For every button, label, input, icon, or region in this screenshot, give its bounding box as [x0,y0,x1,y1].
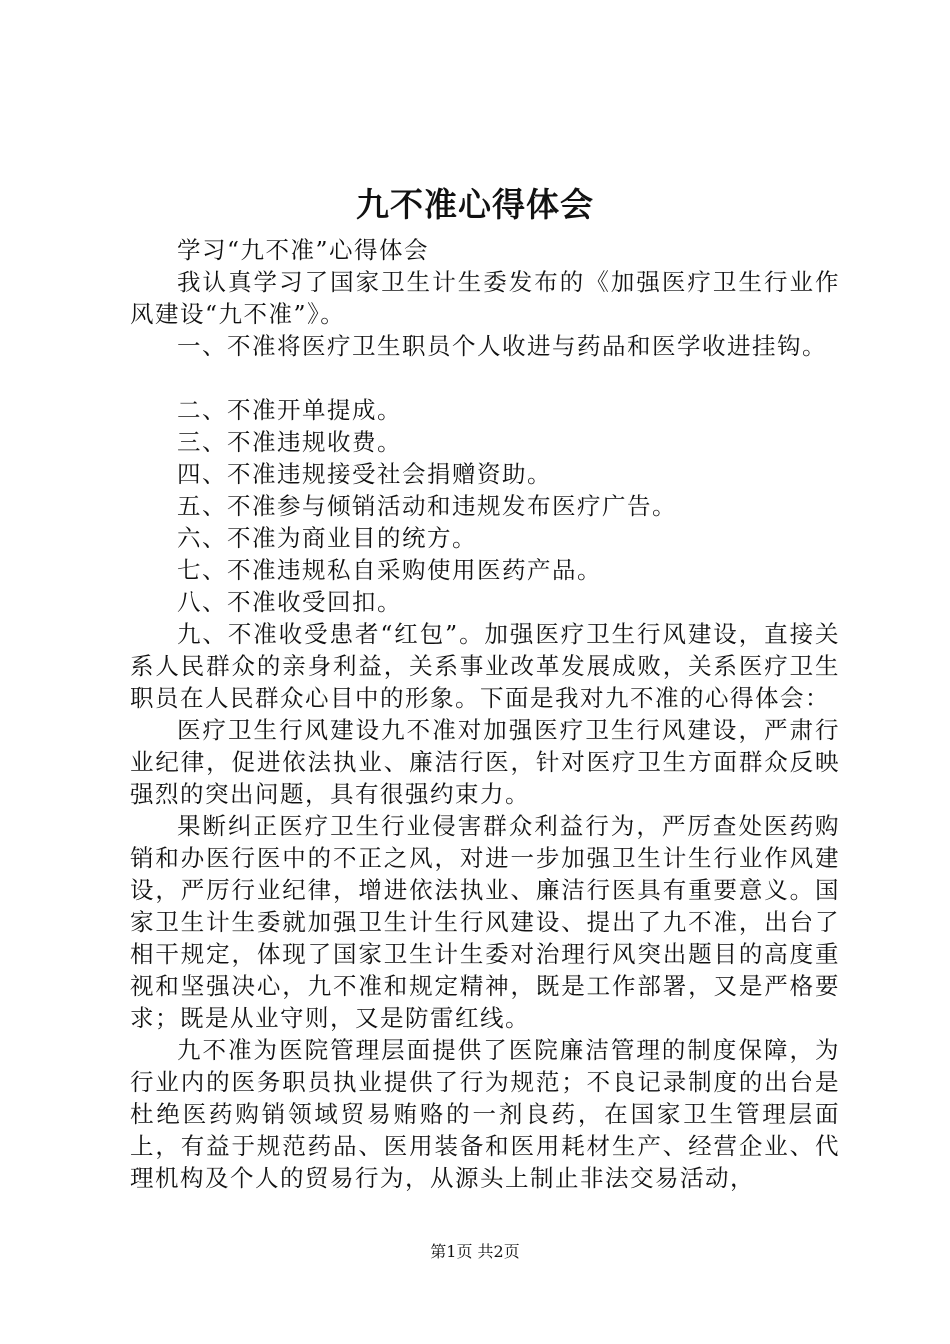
rule-item-8: 八、不准收受回扣。 [177,588,402,616]
paragraph-subtitle: 学习“九不准”心得体会 [177,236,430,264]
page-number-footer: 第1页 共2页 [430,1242,520,1261]
rule-item-4: 四、不准违规接受社会捐赠资助。 [177,460,552,488]
rule-item-1: 一、不准将医疗卫生职员个人收进与药品和医学收进挂钩。 [177,332,827,360]
rule-item-6: 六、不准为商业目的统方。 [177,524,477,552]
paragraph-intro: 我认真学习了国家卫生计生委发布的《加强医疗卫生行业作风建设“九不准”》。 [130,268,840,328]
body-paragraph: 果断纠正医疗卫生行业侵害群众利益行为，严厉查处医药购销和办医行医中的不正之风，对进一步加强卫生计生行业作风建设，严厉行业纪律，增进依法执业、廉洁行医具有重要意义。国家卫生计生委就加强卫生计生行风建设、提出了九不准，出台了相干规定，体现了国家卫生计生委对治理行风突出题目的高度重视和坚强决心，九不准和规定精神，既是工作部署，又是严格要求；既是从业守则，又是防雷红线。 [130,812,840,1032]
document-body [130,234,840,1194]
body-paragraph: 九不准为医院管理层面提供了医院廉洁管理的制度保障，为行业内的医务职员执业提供了行为规范；不良记录制度的出台是杜绝医药购销领域贸易贿赂的一剂良药，在国家卫生管理层面上，有益于规范药品、医用装备和医用耗材生产、经营企业、代理机构及个人的贸易行为，从源头上制止非法交易活动， [130,1036,840,1192]
rule-item-3: 三、不准违规收费。 [177,428,402,456]
document-title: 九不准心得体会 [356,185,594,224]
rule-item-2: 二、不准开单提成。 [177,396,402,424]
rule-item-9: 九、不准收受患者“红包”。加强医疗卫生行风建设，直接关系人民群众的亲身利益，关系事业改革发展成败，关系医疗卫生职员在人民群众心目中的形象。下面是我对九不准的心得体会： [130,620,840,712]
rule-item-7: 七、不准违规私自采购使用医药产品。 [177,556,602,584]
rule-item-5: 五、不准参与倾销活动和违规发布医疗广告。 [177,492,677,520]
body-paragraph: 医疗卫生行风建设九不准对加强医疗卫生行风建设，严肃行业纪律，促进依法执业、廉洁行医，针对医疗卫生方面群众反映强烈的突出问题，具有很强约束力。 [130,716,840,808]
